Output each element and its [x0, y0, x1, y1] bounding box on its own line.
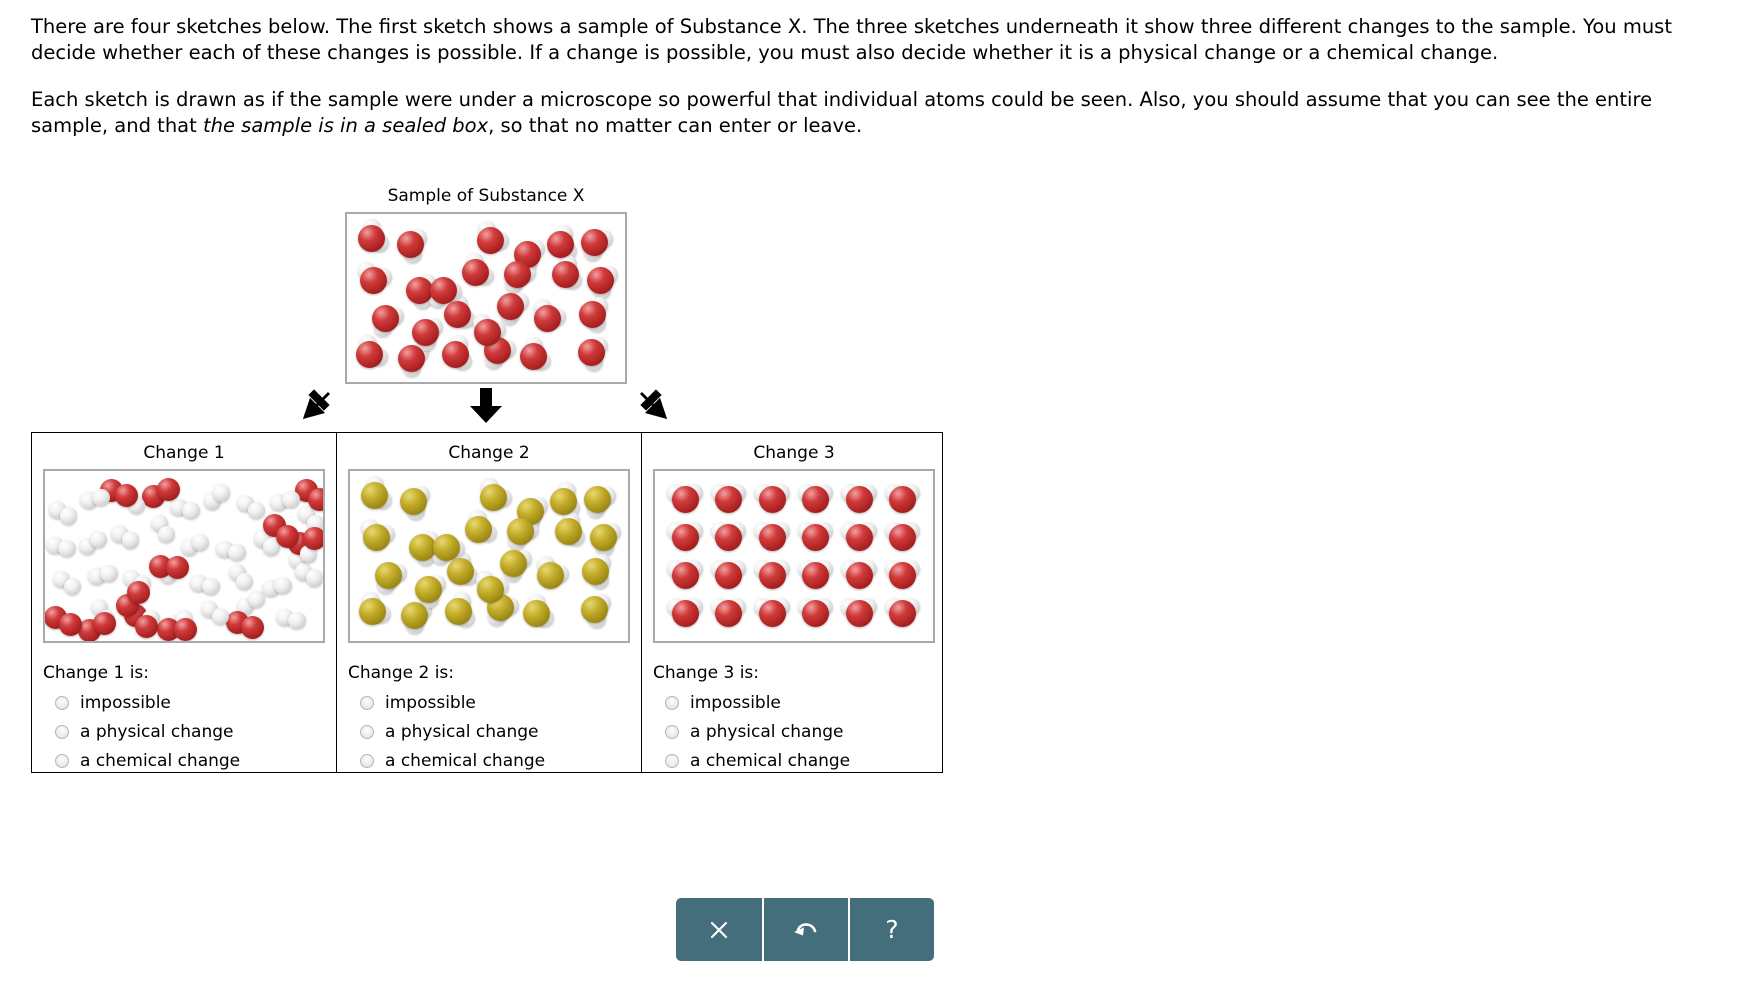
radio-icon[interactable]: [55, 754, 69, 768]
oxygen-atom: [358, 225, 385, 252]
radio-icon[interactable]: [360, 754, 374, 768]
sulfur-atom: [590, 524, 617, 551]
change-3-option-impossible[interactable]: [653, 693, 935, 713]
sulfur-atom: [507, 518, 534, 545]
oxygen-atom: [802, 562, 829, 589]
hydrogen-atom: [64, 578, 81, 595]
hydrogen-atom: [90, 531, 107, 548]
sulfur-atom: [401, 602, 428, 629]
changes-panel: [31, 432, 943, 773]
change-3-option-physical[interactable]: [653, 722, 935, 742]
change-3-question: Change 3 is:: [653, 663, 760, 683]
oxygen-atom: [303, 527, 325, 550]
hydrogen-atom: [282, 491, 299, 508]
radio-icon[interactable]: [360, 696, 374, 710]
sulfur-atom: [581, 596, 608, 623]
change-1-title: Change 1: [143, 443, 225, 463]
change-1-option-chemical[interactable]: [43, 751, 325, 771]
sulfur-atom: [582, 558, 609, 585]
oxygen-atom: [552, 261, 579, 288]
hydrogen-atom: [158, 526, 175, 543]
oxygen-atom: [672, 486, 699, 513]
sample-title: Sample of Substance X: [387, 186, 585, 206]
sulfur-atom: [359, 598, 386, 625]
change-3-option-chemical[interactable]: [653, 751, 935, 771]
hydrogen-atom: [228, 544, 245, 561]
sulfur-atom: [477, 576, 504, 603]
oxygen-atom: [397, 231, 424, 258]
hydrogen-atom: [274, 577, 291, 594]
question-mark-icon: ?: [885, 915, 899, 944]
change-1-option-label-1: a physical change: [80, 722, 234, 742]
oxygen-atom: [444, 301, 471, 328]
hydrogen-atom: [288, 612, 305, 629]
oxygen-atom: [534, 305, 561, 332]
oxygen-atom: [127, 581, 150, 604]
change-2-sketch-box: [348, 469, 630, 643]
change-1-option-label-0: impossible: [80, 693, 171, 713]
hydrogen-atom: [58, 540, 75, 557]
change-column-3: [641, 433, 946, 772]
sulfur-atom: [537, 562, 564, 589]
oxygen-atom: [581, 229, 608, 256]
change-3-option-label-0: impossible: [690, 693, 781, 713]
change-2-option-label-1: a physical change: [385, 722, 539, 742]
oxygen-atom: [462, 259, 489, 286]
oxygen-atom: [889, 486, 916, 513]
oxygen-atom: [504, 261, 531, 288]
oxygen-atom: [846, 524, 873, 551]
sulfur-atom: [445, 598, 472, 625]
sulfur-atom: [361, 482, 388, 509]
change-1-option-physical[interactable]: [43, 722, 325, 742]
oxygen-atom: [241, 616, 264, 639]
oxygen-atom: [93, 612, 116, 635]
arrow-down-right-icon: [636, 388, 676, 428]
oxygen-atom: [547, 231, 574, 258]
cross-icon: [707, 918, 731, 942]
help-button[interactable]: [848, 898, 934, 961]
oxygen-atom: [672, 600, 699, 627]
hydrogen-atom: [248, 591, 265, 608]
oxygen-atom: [135, 615, 158, 638]
oxygen-atom: [846, 562, 873, 589]
sulfur-atom: [375, 562, 402, 589]
change-2-option-chemical[interactable]: [348, 751, 630, 771]
oxygen-atom: [276, 525, 299, 548]
oxygen-atom: [477, 227, 504, 254]
sulfur-atom: [415, 576, 442, 603]
oxygen-atom: [802, 524, 829, 551]
oxygen-atom: [846, 600, 873, 627]
sulfur-atom: [465, 516, 492, 543]
change-3-option-label-2: a chemical change: [690, 751, 851, 771]
oxygen-atom: [166, 556, 189, 579]
oxygen-atom: [520, 343, 547, 370]
arrow-down-left-icon: [294, 388, 334, 428]
undo-button[interactable]: [762, 898, 848, 961]
oxygen-atom: [715, 600, 742, 627]
change-column-2: [336, 433, 641, 772]
hydrogen-atom: [248, 502, 265, 519]
oxygen-atom: [360, 267, 387, 294]
change-3-sketch-box: [653, 469, 935, 643]
radio-icon[interactable]: [55, 725, 69, 739]
intro-paragraph-1: There are four sketches below. The first sketch shows a sample of Substance X. The three sketches underneath it show three different changes to the sample. You must decide whether each of these changes is possible. If a change is possible, you must also decide whether it is a physical change or a chemical change.: [31, 15, 1672, 64]
sulfur-atom: [447, 558, 474, 585]
hydrogen-atom: [236, 573, 253, 590]
oxygen-atom: [759, 562, 786, 589]
hydrogen-atom: [213, 484, 230, 501]
oxygen-atom: [759, 600, 786, 627]
oxygen-atom: [889, 562, 916, 589]
oxygen-atom: [759, 524, 786, 551]
change-1-question: Change 1 is:: [43, 663, 150, 683]
oxygen-atom: [715, 486, 742, 513]
radio-icon[interactable]: [665, 696, 679, 710]
intro-paragraph-2: [31, 87, 1721, 138]
change-1-option-label-2: a chemical change: [80, 751, 241, 771]
oxygen-atom: [889, 600, 916, 627]
sulfur-atom: [550, 488, 577, 515]
oxygen-atom: [430, 277, 457, 304]
sulfur-atom: [584, 486, 611, 513]
change-2-option-impossible[interactable]: [348, 693, 630, 713]
oxygen-atom: [406, 277, 433, 304]
undo-arrow-icon: [791, 918, 821, 942]
oxygen-atom: [672, 524, 699, 551]
oxygen-atom: [308, 488, 325, 511]
oxygen-atom: [578, 339, 605, 366]
radio-icon[interactable]: [360, 725, 374, 739]
oxygen-atom: [372, 305, 399, 332]
sulfur-atom: [433, 534, 460, 561]
change-1-sketch-box: [43, 469, 325, 643]
intro-p2-emphasis: the sample is in a sealed box: [202, 114, 489, 138]
hydrogen-atom: [92, 489, 109, 506]
oxygen-atom: [157, 478, 180, 501]
change-2-option-physical[interactable]: [348, 722, 630, 742]
intro-p2-a: Each sketch is drawn as if the sample were under a microscope so powerful that individual atoms could be seen. Also, you should assume that you can see the entire sample, and that: [31, 88, 1653, 138]
oxygen-atom: [398, 345, 425, 372]
oxygen-atom: [579, 301, 606, 328]
change-2-option-label-2: a chemical change: [385, 751, 546, 771]
oxygen-atom: [474, 319, 501, 346]
clear-button[interactable]: [676, 898, 762, 961]
hydrogen-atom: [100, 565, 117, 582]
oxygen-atom: [715, 524, 742, 551]
radio-icon[interactable]: [55, 696, 69, 710]
oxygen-atom: [672, 562, 699, 589]
radio-icon[interactable]: [665, 754, 679, 768]
oxygen-atom: [802, 486, 829, 513]
sulfur-atom: [555, 518, 582, 545]
change-2-question: Change 2 is:: [348, 663, 455, 683]
change-1-option-impossible[interactable]: [43, 693, 325, 713]
sulfur-atom: [400, 488, 427, 515]
hydrogen-atom: [192, 534, 209, 551]
change-2-title: Change 2: [448, 443, 530, 463]
oxygen-atom: [412, 319, 439, 346]
hydrogen-atom: [60, 507, 77, 524]
hydrogen-atom: [306, 569, 323, 586]
oxygen-atom: [889, 524, 916, 551]
oxygen-atom: [846, 486, 873, 513]
oxygen-atom: [802, 600, 829, 627]
change-column-1: [32, 433, 336, 772]
oxygen-atom: [59, 613, 82, 636]
sulfur-atom: [363, 524, 390, 551]
oxygen-atom: [587, 267, 614, 294]
arrow-down-icon: [466, 386, 506, 426]
sample-sketch-box: [345, 212, 627, 384]
sulfur-atom: [500, 550, 527, 577]
oxygen-atom: [715, 562, 742, 589]
sulfur-atom: [409, 534, 436, 561]
sulfur-atom: [480, 484, 507, 511]
hydrogen-atom: [182, 502, 199, 519]
oxygen-atom: [497, 293, 524, 320]
oxygen-atom: [759, 486, 786, 513]
oxygen-atom: [442, 341, 469, 368]
hydrogen-atom: [122, 531, 139, 548]
radio-icon[interactable]: [665, 725, 679, 739]
hydrogen-atom: [212, 608, 229, 625]
oxygen-atom: [174, 618, 197, 641]
bottom-toolbar: [676, 898, 934, 961]
oxygen-atom: [356, 341, 383, 368]
sample-block: [345, 186, 627, 384]
change-2-option-label-0: impossible: [385, 693, 476, 713]
intro-p2-b: , so that no matter can enter or leave.: [488, 114, 863, 138]
change-3-option-label-1: a physical change: [690, 722, 844, 742]
change-3-title: Change 3: [753, 443, 835, 463]
sulfur-atom: [523, 600, 550, 627]
intro-text: [31, 14, 1721, 161]
hydrogen-atom: [202, 578, 219, 595]
